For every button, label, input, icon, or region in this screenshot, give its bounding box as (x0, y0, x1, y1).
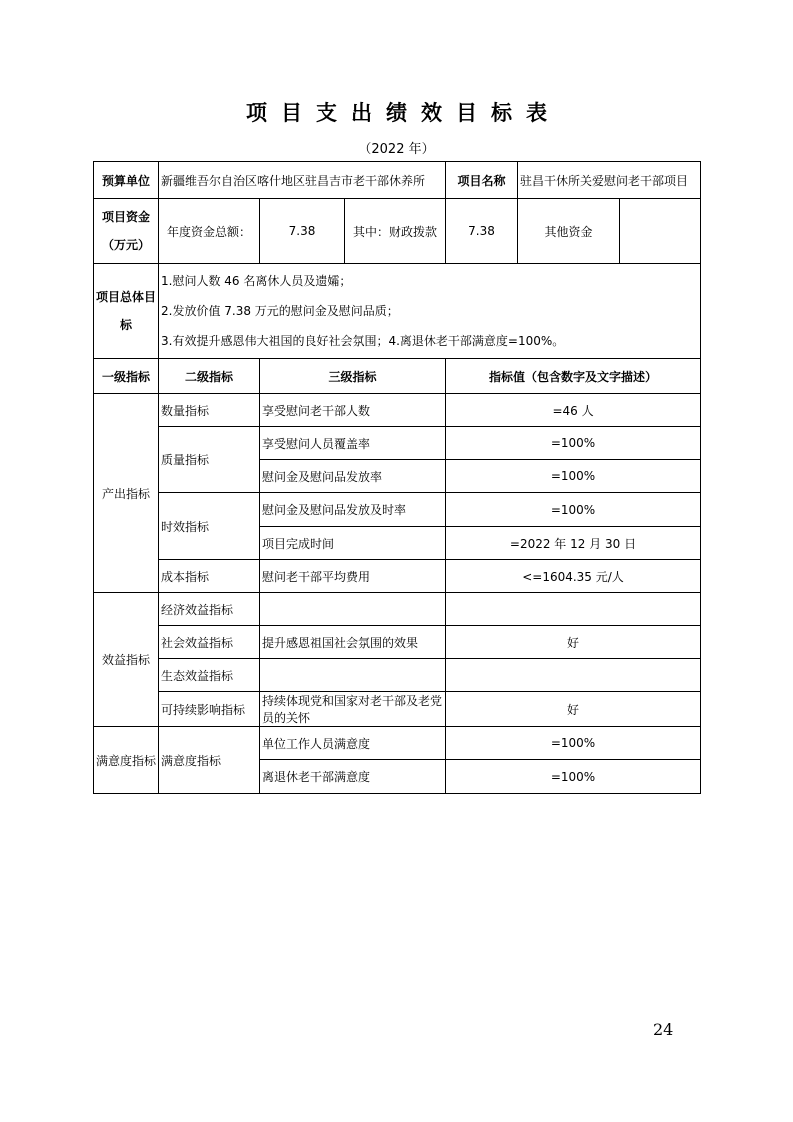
timeliness-indicator-label: 时效指标 (159, 493, 260, 560)
level2-header: 二级指标 (159, 359, 260, 394)
value-cell: =100% (446, 760, 701, 794)
unit-row (94, 162, 701, 199)
level3-cell: 项目完成时间 (260, 527, 446, 560)
goals-row (94, 264, 701, 359)
table-row (94, 493, 701, 527)
header-row (94, 359, 701, 394)
quality-indicator-label: 质量指标 (159, 427, 260, 493)
level3-cell (260, 593, 446, 626)
value-cell: 好 (446, 626, 701, 659)
table-row (94, 692, 701, 727)
value-cell: =100% (446, 427, 701, 460)
value-cell (446, 593, 701, 626)
table-row (94, 659, 701, 692)
value-cell: =2022 年 12 月 30 日 (446, 527, 701, 560)
page-number: 24 (653, 1020, 674, 1039)
other-funds-label: 其他资金 (518, 199, 620, 264)
value-cell: =46 人 (446, 394, 701, 427)
level2-cell: 社会效益指标 (159, 626, 260, 659)
level3-cell: 持续体现党和国家对老干部及老党员的关怀 (260, 692, 446, 727)
goal-line: 1.慰问人数 46 名离休人员及遗孀； (161, 274, 352, 288)
quantity-indicator-label: 数量指标 (159, 394, 260, 427)
table-row (94, 593, 701, 626)
year-label: （2022 年） (358, 142, 435, 157)
goals-content (159, 264, 701, 359)
page-title: 项目支出绩效目标表 (246, 100, 561, 125)
benefit-indicator-label: 效益指标 (94, 593, 159, 727)
level3-cell: 慰问金及慰问品发放率 (260, 460, 446, 493)
goal-line: 2.发放价值 7.38 万元的慰问金及慰问品质； (161, 304, 399, 318)
table-row (94, 394, 701, 427)
level3-cell: 享受慰问老干部人数 (260, 394, 446, 427)
table-row (94, 626, 701, 659)
level3-cell: 慰问老干部平均费用 (260, 560, 446, 593)
cost-indicator-label: 成本指标 (159, 560, 260, 593)
value-cell: =100% (446, 460, 701, 493)
level2-cell: 可持续影响指标 (159, 692, 260, 727)
funds-label: 项目资金（万元） (94, 199, 159, 264)
level3-cell: 单位工作人员满意度 (260, 727, 446, 760)
level3-cell: 慰问金及慰问品发放及时率 (260, 493, 446, 527)
unit-label: 预算单位 (94, 162, 159, 199)
finance-funds-value: 7.38 (446, 199, 518, 264)
table-row (94, 560, 701, 593)
level3-cell: 提升感恩祖国社会氛围的效果 (260, 626, 446, 659)
unit-value: 新疆维吾尔自治区喀什地区驻昌吉市老干部休养所 (159, 162, 446, 199)
performance-table (93, 161, 701, 794)
level2-cell: 经济效益指标 (159, 593, 260, 626)
satisfaction-indicator-label: 满意度指标 (94, 727, 159, 794)
value-cell: =100% (446, 727, 701, 760)
finance-funds-label: 其中：财政拨款 (345, 199, 446, 264)
value-cell: 好 (446, 692, 701, 727)
level1-header: 一级指标 (94, 359, 159, 394)
funds-row (94, 199, 701, 264)
level3-cell: 享受慰问人员覆盖率 (260, 427, 446, 460)
project-value: 驻昌干休所关爱慰问老干部项目 (518, 162, 701, 199)
level2-cell: 生态效益指标 (159, 659, 260, 692)
other-funds-value (620, 199, 701, 264)
table-row (94, 727, 701, 760)
value-header: 指标值（包含数字及文字描述） (446, 359, 701, 394)
level3-cell: 离退休老干部满意度 (260, 760, 446, 794)
level3-header: 三级指标 (260, 359, 446, 394)
level3-cell (260, 659, 446, 692)
project-label: 项目名称 (446, 162, 518, 199)
annual-funds-label: 年度资金总额： (159, 199, 260, 264)
value-cell: =100% (446, 493, 701, 527)
table-row (94, 427, 701, 460)
satisfaction-level2-label: 满意度指标 (159, 727, 260, 794)
value-cell (446, 659, 701, 692)
output-indicator-label: 产出指标 (94, 394, 159, 593)
annual-funds-value: 7.38 (260, 199, 345, 264)
goal-line: 3.有效提升感恩伟大祖国的良好社会氛围；4.离退休老干部满意度=100%。 (161, 334, 565, 348)
goals-label: 项目总体目标 (94, 264, 159, 359)
value-cell: <=1604.35 元/人 (446, 560, 701, 593)
